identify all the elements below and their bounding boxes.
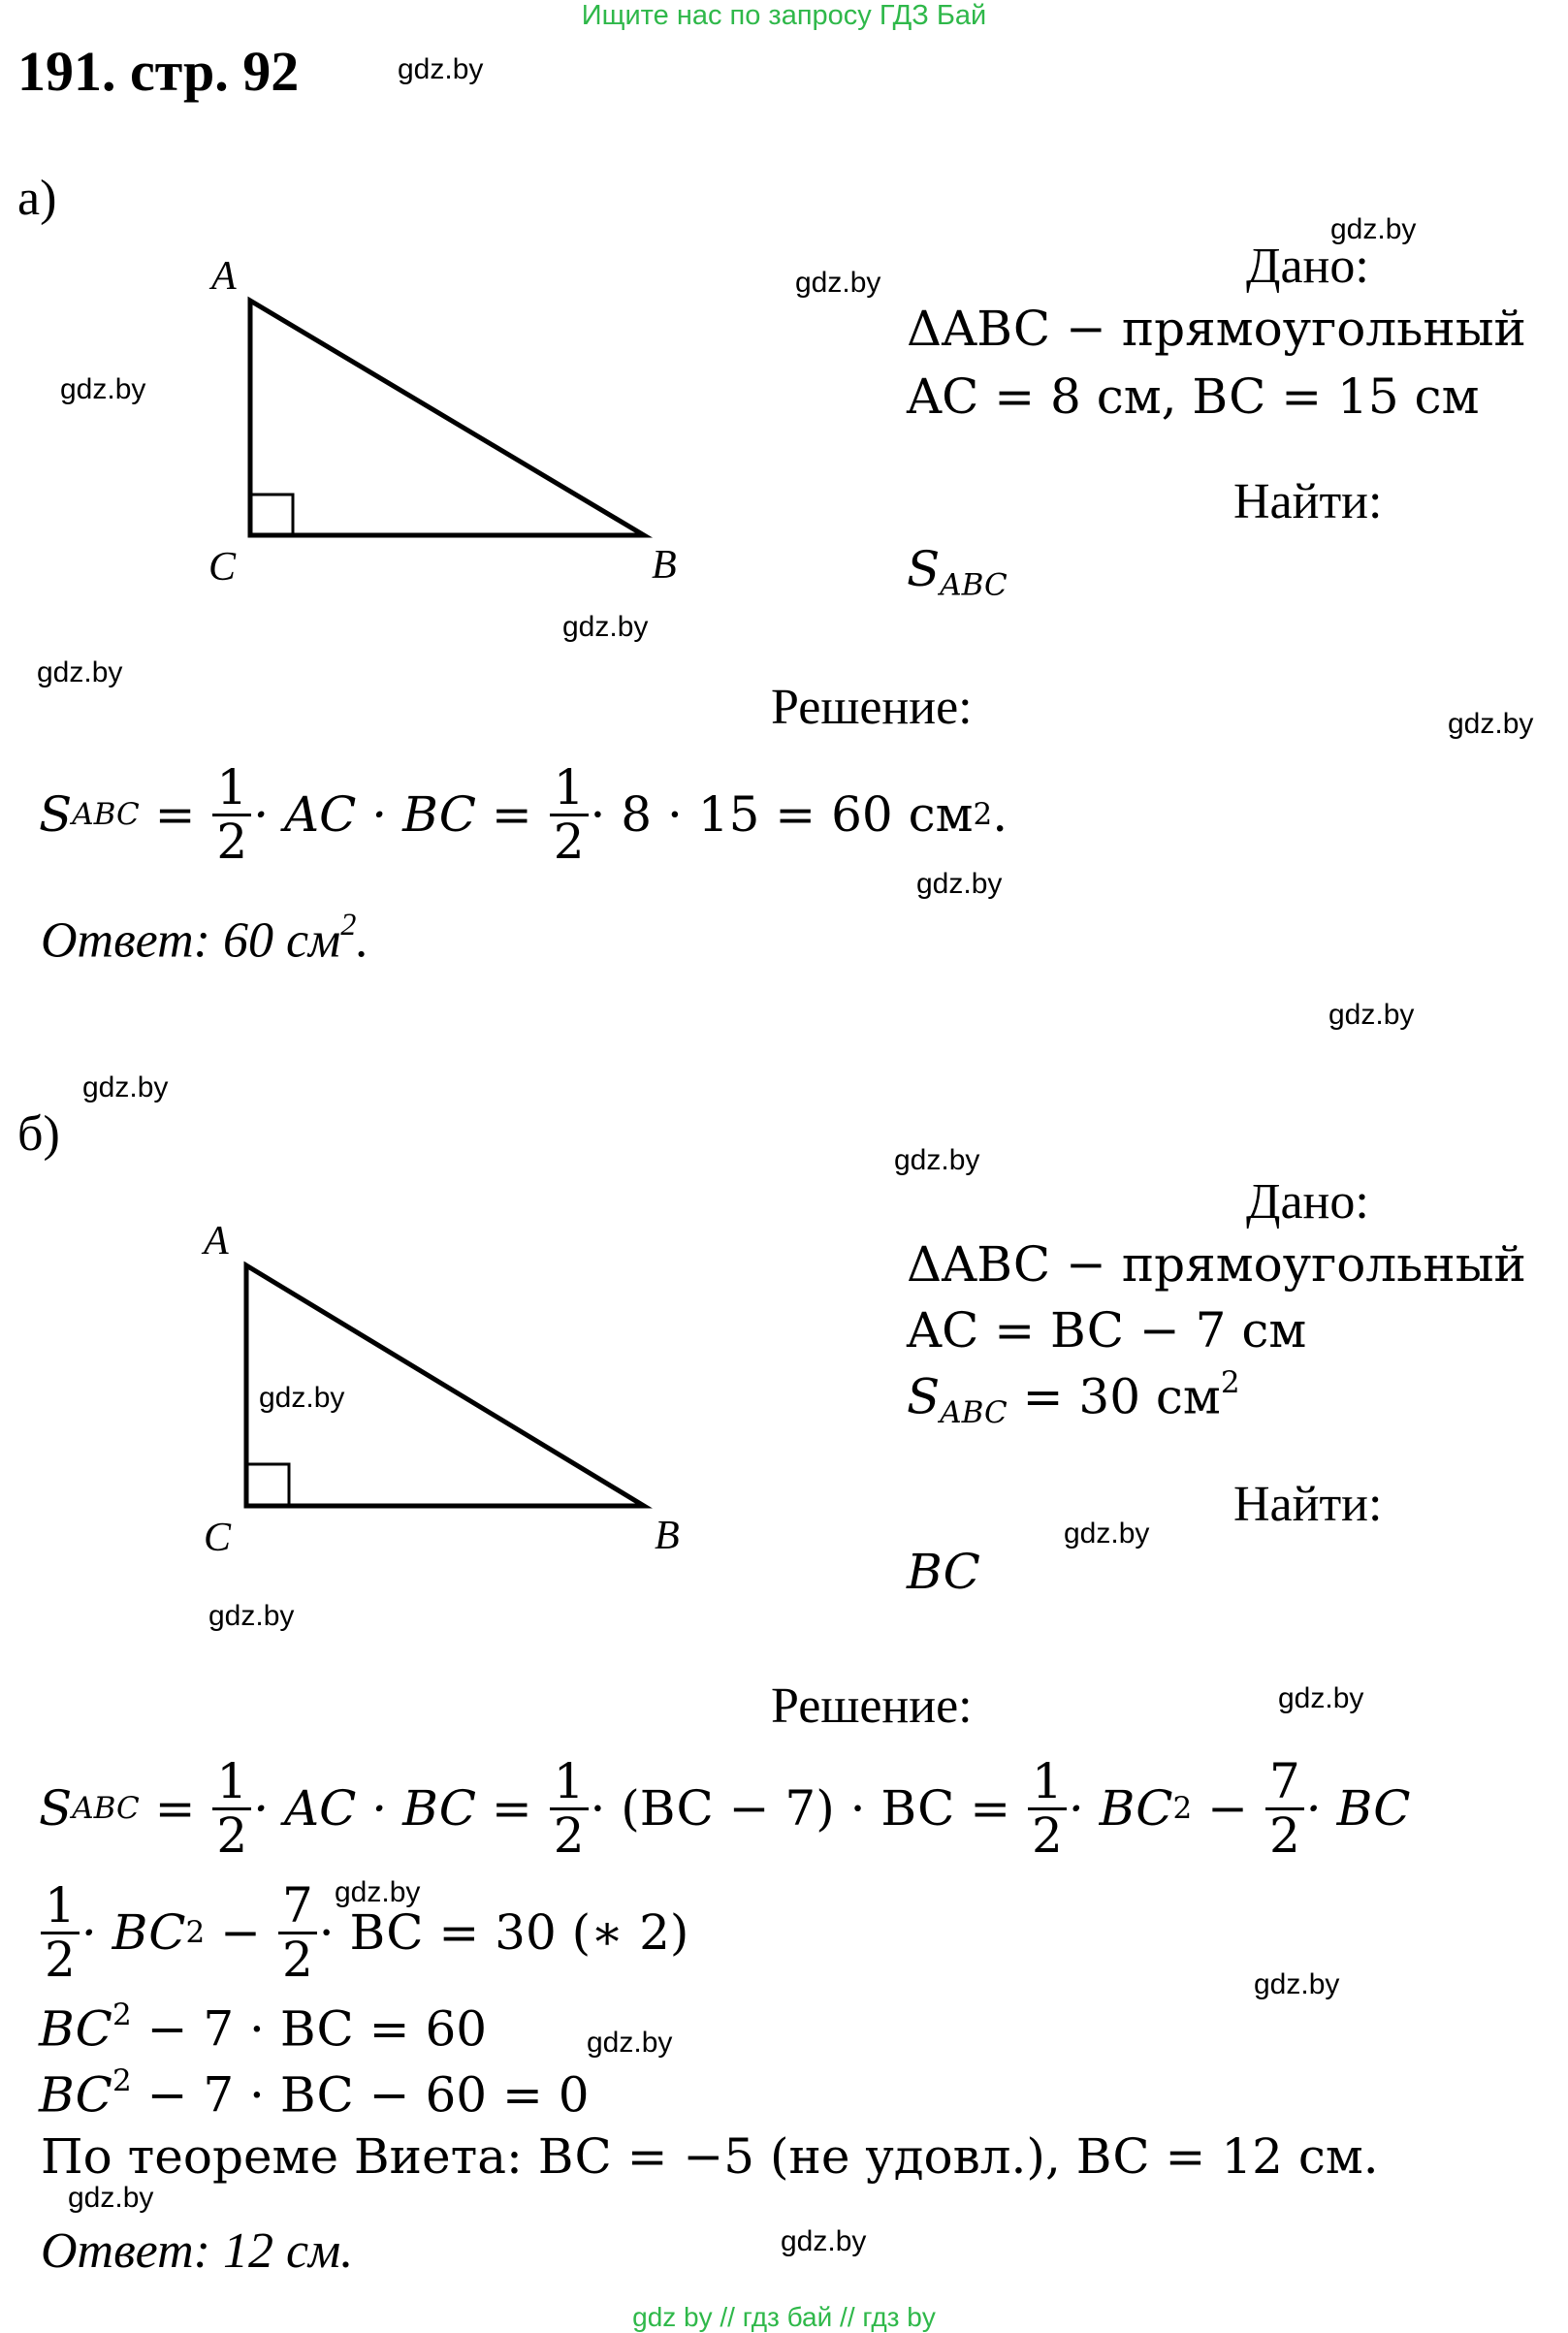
part-b-given-line3 xyxy=(907,1365,1240,1430)
watermark: gdz.by xyxy=(562,611,649,643)
term: · AC · BC = xyxy=(253,1780,548,1837)
term: BC xyxy=(39,2066,112,2124)
area-symbol: S xyxy=(39,786,73,843)
triangle-b-vertex-b: B xyxy=(655,1514,680,1558)
given-area-value: = 30 см xyxy=(1007,1368,1221,1425)
triangle-b xyxy=(201,1219,680,1560)
answer-end: . xyxy=(356,912,369,969)
area-symbol: S xyxy=(907,1368,941,1425)
area-symbol: S xyxy=(39,1780,73,1837)
triangle-a-vertex-b: B xyxy=(652,543,677,588)
watermark: gdz.by xyxy=(1328,999,1415,1031)
superscript: 2 xyxy=(112,1997,132,2032)
minus-sign: − xyxy=(1192,1780,1264,1837)
equals-sign: = xyxy=(139,1780,211,1837)
triangle-b-vertex-c: C xyxy=(204,1516,232,1560)
denominator: 2 xyxy=(281,1931,313,1988)
fraction xyxy=(1028,1753,1067,1864)
watermark: gdz.by xyxy=(68,2182,154,2214)
term: · BC xyxy=(80,1904,186,1961)
part-b-find-value: BC xyxy=(907,1544,980,1600)
part-a-find-title: Найти: xyxy=(1233,474,1383,529)
fraction xyxy=(212,759,251,870)
superscript: 2 xyxy=(185,1915,206,1950)
watermark: gdz.by xyxy=(1448,708,1534,740)
part-b-given-line2: AC = BC − 7 см xyxy=(907,1302,1307,1358)
area-subscript: ABC xyxy=(940,1394,1008,1430)
find-subscript: ABC xyxy=(940,567,1008,603)
part-b-solution-title: Решение: xyxy=(771,1678,973,1734)
denominator: 2 xyxy=(216,1806,248,1864)
formula-end: . xyxy=(992,786,1008,843)
watermark: gdz.by xyxy=(1064,1518,1150,1550)
part-b-solution-line4 xyxy=(39,2063,590,2124)
denominator: 2 xyxy=(45,1931,76,1988)
triangle-a-right-angle-mark xyxy=(250,495,293,535)
answer-text: Ответ: 60 см xyxy=(41,912,341,969)
part-b-find-title: Найти: xyxy=(1233,1477,1383,1532)
part-b-label: б) xyxy=(17,1106,60,1162)
part-b-answer: Ответ: 12 см. xyxy=(41,2223,354,2279)
minus-sign: − xyxy=(205,1904,276,1961)
part-a-given-line2: AC = 8 см, BC = 15 см xyxy=(907,368,1480,425)
fraction xyxy=(1265,1753,1304,1864)
part-a-solution-formula xyxy=(39,742,1008,887)
fraction xyxy=(212,1753,251,1864)
numerator: 1 xyxy=(1028,1756,1067,1810)
superscript: 2 xyxy=(112,2063,132,2098)
denominator: 2 xyxy=(216,813,248,870)
term: · BC xyxy=(1305,1780,1411,1837)
watermark: gdz.by xyxy=(398,53,484,85)
part-b-solution-line5: По теореме Виета: BC = −5 (не удовл.), BC = 12 см. xyxy=(41,2128,1379,2185)
find-symbol: S xyxy=(907,541,941,597)
watermark: gdz.by xyxy=(1254,1968,1340,2000)
watermark: gdz.by xyxy=(259,1382,345,1414)
numerator: 7 xyxy=(1265,1756,1304,1810)
watermark: gdz.by xyxy=(916,868,1003,900)
part-b-given-title: Дано: xyxy=(1246,1174,1369,1230)
formula-superscript: 2 xyxy=(973,797,993,832)
part-a-answer xyxy=(41,907,368,970)
fraction xyxy=(550,1753,589,1864)
part-a-solution-title: Решение: xyxy=(771,680,973,735)
watermark: gdz.by xyxy=(37,656,123,688)
triangle-a-vertex-c: C xyxy=(208,545,237,590)
term: · (BC − 7) · BC = xyxy=(590,1780,1027,1837)
numerator: 1 xyxy=(550,1756,589,1810)
part-b-solution-line2 xyxy=(39,1860,688,2005)
triangle-b-right-angle-mark xyxy=(246,1464,289,1506)
watermark: gdz.by xyxy=(1330,213,1417,245)
watermark: gdz.by xyxy=(208,1600,295,1632)
denominator: 2 xyxy=(1032,1806,1063,1864)
superscript: 2 xyxy=(1172,1791,1193,1826)
area-subscript: ABC xyxy=(72,797,140,832)
given-area-superscript: 2 xyxy=(1220,1365,1240,1400)
equals-sign: = xyxy=(139,786,211,843)
part-b-solution-line3 xyxy=(39,1997,487,2058)
exercise-header: 191. стр. 92 xyxy=(17,40,300,103)
triangle-b-vertex-a: A xyxy=(204,1219,229,1263)
watermark: gdz.by xyxy=(82,1071,169,1103)
triangle-a-vertex-a: A xyxy=(211,254,237,299)
part-a-given-title: Дано: xyxy=(1246,239,1369,294)
part-a-label: а) xyxy=(17,171,57,226)
term: − 7 · BC − 60 = 0 xyxy=(131,2066,590,2124)
denominator: 2 xyxy=(553,1806,585,1864)
term: BC xyxy=(39,2000,112,2058)
term: · BC xyxy=(1068,1780,1173,1837)
denominator: 2 xyxy=(1268,1806,1300,1864)
watermark: gdz.by xyxy=(587,2027,673,2059)
triangle-a xyxy=(208,254,677,590)
fraction xyxy=(41,1877,80,1988)
footer-links: gdz by // гдз бай // гдз by xyxy=(632,2302,936,2332)
watermark: gdz.by xyxy=(1278,1682,1364,1714)
part-a-given-line1: ΔABC − прямоугольный xyxy=(907,301,1526,357)
term: · BC = 30 (∗ 2) xyxy=(318,1904,689,1961)
part-a-find-value xyxy=(907,541,1008,602)
watermark: gdz.by xyxy=(795,267,881,299)
numerator: 1 xyxy=(212,762,251,816)
triangle-b-shape xyxy=(246,1265,644,1506)
triangle-a-shape xyxy=(250,301,644,535)
term: − 7 · BC = 60 xyxy=(131,2000,488,2058)
numerator: 1 xyxy=(41,1880,80,1934)
fraction xyxy=(550,759,589,870)
numerator: 1 xyxy=(212,1756,251,1810)
formula-tail: · 8 · 15 = 60 см xyxy=(590,786,974,843)
watermark: gdz.by xyxy=(60,373,146,405)
numerator: 1 xyxy=(550,762,589,816)
top-banner: Ищите нас по запросу ГДЗ Бай xyxy=(581,0,987,31)
fraction xyxy=(278,1877,317,1988)
formula-middle: · AC · BC = xyxy=(253,786,548,843)
watermark: gdz.by xyxy=(781,2225,867,2257)
answer-superscript: 2 xyxy=(340,907,357,942)
part-b-given-line1: ΔABC − прямоугольный xyxy=(907,1236,1526,1293)
area-subscript: ABC xyxy=(72,1791,140,1826)
denominator: 2 xyxy=(553,813,585,870)
numerator: 7 xyxy=(278,1880,317,1934)
watermark: gdz.by xyxy=(894,1144,980,1176)
watermark: gdz.by xyxy=(335,1876,421,1908)
